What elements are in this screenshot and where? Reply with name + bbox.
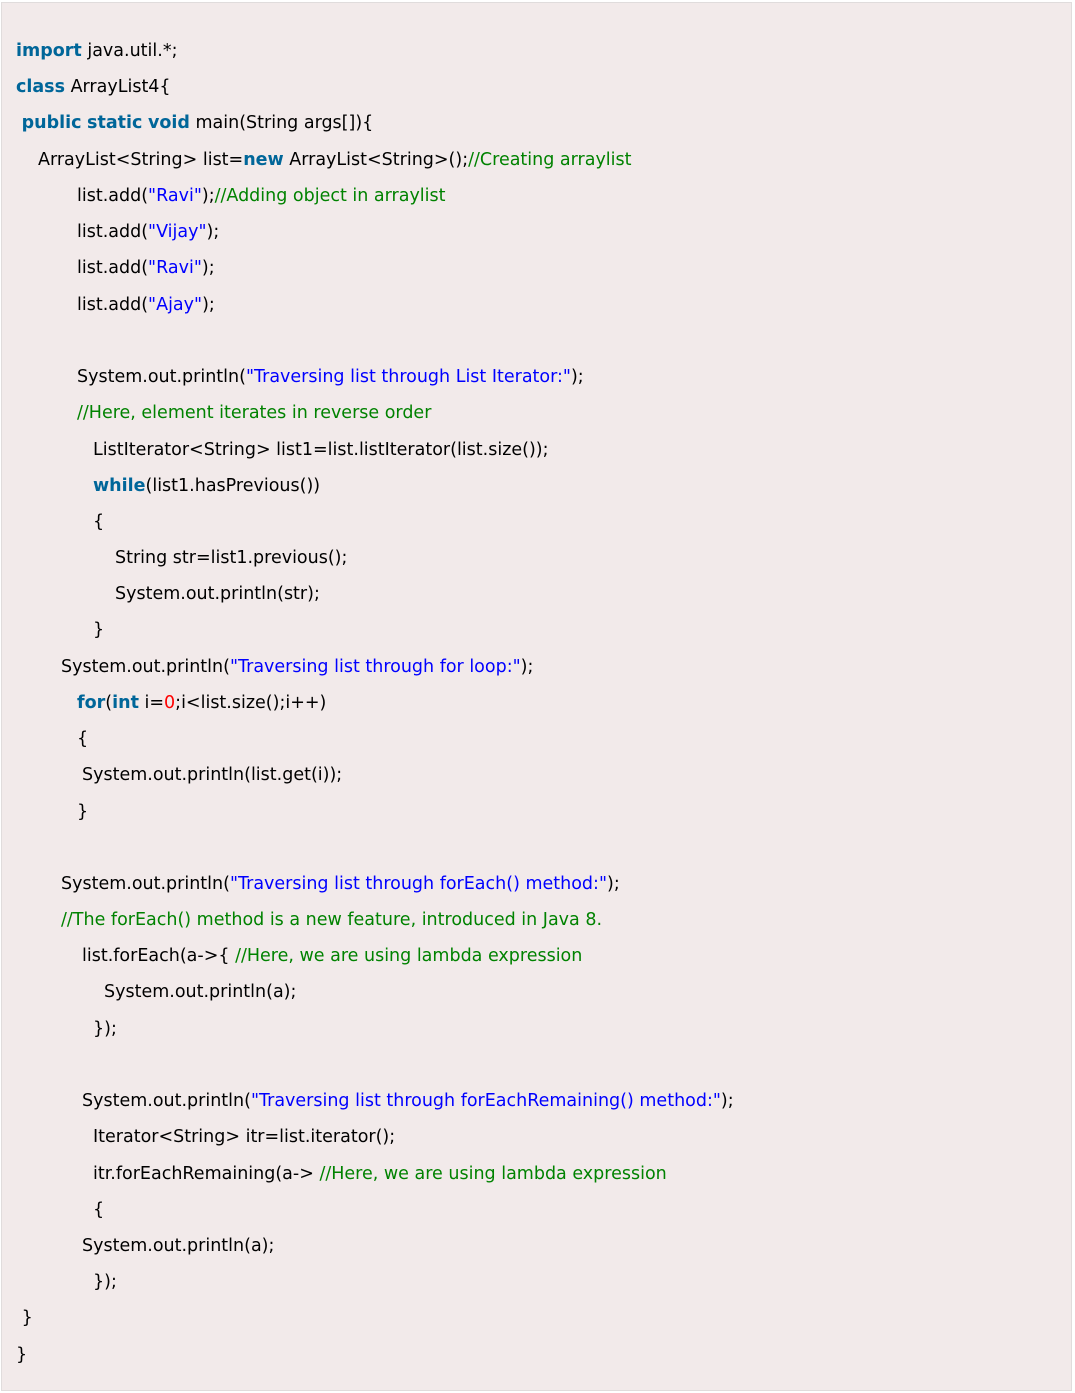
code-token: ArrayList4{ <box>65 77 171 97</box>
code-token: main(String args[]){ <box>189 113 374 133</box>
code-token: ArrayList<String> list= <box>38 150 244 170</box>
code-line <box>93 1264 117 1300</box>
code-line <box>77 395 431 431</box>
code-token: import <box>16 41 82 61</box>
code-line <box>38 142 632 178</box>
code-token: for <box>77 693 106 713</box>
code-token: "Vijay" <box>148 222 207 242</box>
code-token: ); <box>520 657 534 677</box>
code-token: System.out.println( <box>61 657 230 677</box>
code-token: "Traversing list through for loop:" <box>229 657 521 677</box>
code-token: { <box>77 729 89 749</box>
code-token: //Adding object in arraylist <box>214 186 446 206</box>
code-token: System.out.println( <box>82 1091 251 1111</box>
code-line <box>93 1011 117 1047</box>
code-token: "Traversing list through forEach() method:" <box>229 874 607 894</box>
code-token: static <box>87 113 143 133</box>
code-token: System.out.println( <box>77 367 246 387</box>
code-line <box>93 504 104 540</box>
code-token: Iterator<String> itr=list.iterator(); <box>93 1127 396 1147</box>
code-token: class <box>16 77 66 97</box>
code-line <box>104 974 296 1010</box>
code-token: { <box>93 512 105 532</box>
code-token: list.add( <box>77 295 149 315</box>
code-token: i= <box>138 693 165 713</box>
code-token: (list1.hasPrevious()) <box>145 476 321 496</box>
code-token: { <box>93 1200 105 1220</box>
code-line <box>16 1300 33 1336</box>
code-token: System.out.println(a); <box>82 1236 275 1256</box>
code-line <box>82 1083 734 1119</box>
code-line <box>16 105 373 141</box>
code-line <box>93 432 549 468</box>
code-token: ); <box>206 222 220 242</box>
code-token: } <box>93 620 105 640</box>
code-token: } <box>16 1308 33 1328</box>
code-token: ); <box>607 874 620 894</box>
code-token: //Here, element iterates in reverse order <box>77 403 432 423</box>
code-token: ); <box>720 1091 734 1111</box>
code-token: //The forEach() method is a new feature, introduced in Java 8. <box>61 910 603 930</box>
code-token: int <box>112 693 139 713</box>
code-token: 0 <box>164 693 176 713</box>
code-line <box>93 468 320 504</box>
code-line <box>77 359 584 395</box>
code-token: java.util.*; <box>81 41 178 61</box>
code-token: } <box>77 802 89 822</box>
code-line <box>93 1156 667 1192</box>
code-line <box>61 649 533 685</box>
code-line <box>77 794 88 830</box>
code-block <box>1 2 1072 1391</box>
code-token: public <box>21 113 82 133</box>
code-token: //Here, we are using lambda expression <box>319 1164 667 1184</box>
code-token: "Ravi" <box>148 258 202 278</box>
code-line <box>61 902 602 938</box>
code-token: "Ajay" <box>148 295 203 315</box>
code-token: list.add( <box>77 258 149 278</box>
code-line <box>77 178 446 214</box>
code-token: ListIterator<String> list1=list.listIterator(list.size()); <box>93 440 549 460</box>
code-token: }); <box>93 1272 117 1292</box>
code-token: while <box>93 476 146 496</box>
code-token: } <box>16 1345 28 1365</box>
code-token: new <box>243 150 284 170</box>
code-token: "Traversing list through forEachRemaining() method:" <box>250 1091 721 1111</box>
code-line <box>115 576 320 612</box>
code-token: ); <box>201 186 215 206</box>
code-line <box>93 1192 104 1228</box>
code-token: ( <box>105 693 113 713</box>
code-token: System.out.println(list.get(i)); <box>82 765 343 785</box>
code-token: list.forEach(a->{ <box>82 946 236 966</box>
code-token: System.out.println( <box>61 874 230 894</box>
code-token: "Ravi" <box>148 186 202 206</box>
code-line <box>16 33 177 69</box>
code-line <box>115 540 347 576</box>
code-token: void <box>147 113 190 133</box>
code-token: ); <box>570 367 584 387</box>
code-token: ;i<list.size();i++) <box>175 693 327 713</box>
code-line <box>61 866 620 902</box>
code-token: }); <box>93 1019 117 1039</box>
code-line <box>82 757 342 793</box>
code-token: itr.forEachRemaining(a-> <box>93 1164 320 1184</box>
code-line <box>16 1337 27 1373</box>
code-token: "Traversing list through List Iterator:" <box>245 367 571 387</box>
code-token: list.add( <box>77 186 149 206</box>
code-token: ); <box>201 258 215 278</box>
code-line <box>77 721 88 757</box>
code-line <box>16 69 171 105</box>
code-token: list.add( <box>77 222 149 242</box>
code-line <box>82 938 582 974</box>
code-token: ArrayList<String>(); <box>283 150 469 170</box>
code-token: ); <box>202 295 215 315</box>
code-line <box>82 1228 274 1264</box>
code-token: System.out.println(a); <box>104 982 297 1002</box>
code-line <box>77 250 215 286</box>
code-token: System.out.println(str); <box>115 584 320 604</box>
code-line <box>93 1119 395 1155</box>
code-line <box>77 214 219 250</box>
code-line <box>77 287 215 323</box>
code-token: String str=list1.previous(); <box>115 548 348 568</box>
code-line <box>77 685 326 721</box>
code-line <box>93 612 104 648</box>
code-token: //Here, we are using lambda expression <box>235 946 583 966</box>
code-token: //Creating arraylist <box>468 150 632 170</box>
